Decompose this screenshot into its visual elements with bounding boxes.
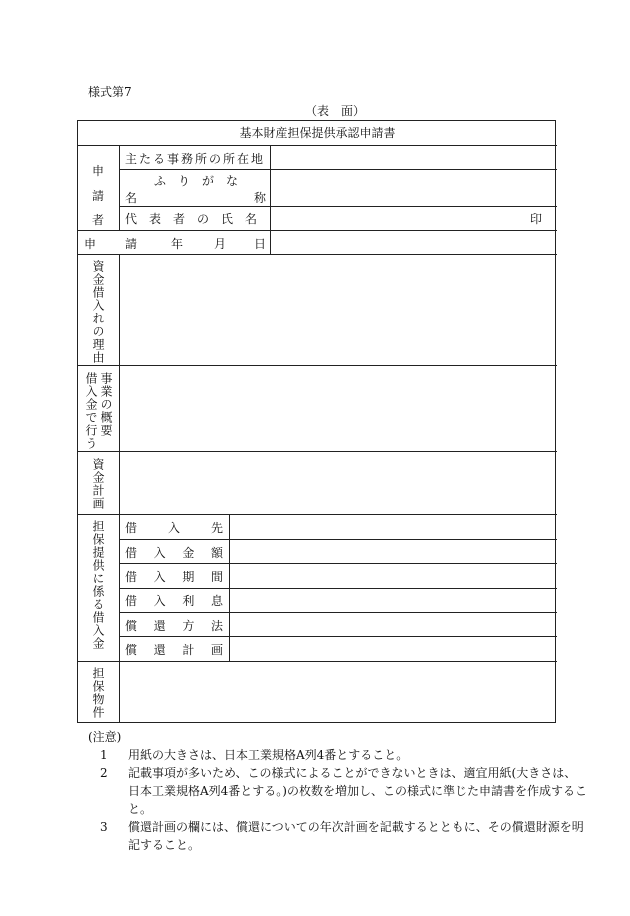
form-title: 基本財産担保提供承認申請書 <box>239 126 396 140</box>
loan-row-amount-char: 額 <box>210 546 223 560</box>
notes-heading: (注意) <box>88 730 122 744</box>
note-number: 3 <box>100 820 108 834</box>
note-number: 2 <box>100 766 108 780</box>
note-text: 記載事項が多いため、この様式によることができないときは、適宜用紙(大きさは、日本工業規格A列4番とする。)の枚数を増加し、この様式に準じた申請書を作成すること。 <box>128 766 587 816</box>
loan-row-period-char: 間 <box>210 570 223 584</box>
repayment-method-field[interactable] <box>230 613 556 635</box>
loan-period-field[interactable] <box>230 564 556 587</box>
collateral-label: 担保物件 <box>91 667 105 719</box>
address-label: 主たる事務所の所在地 <box>125 152 266 166</box>
date-char-sei: 請 <box>125 237 138 251</box>
business-field[interactable] <box>120 366 556 450</box>
loan-row-lender-label <box>125 519 223 536</box>
loan-row-amount-label <box>125 544 223 561</box>
loan-row-amount-char: 金 <box>182 546 195 560</box>
furigana-label: ふ り が な <box>154 174 239 188</box>
loan-amount-field[interactable] <box>230 540 556 562</box>
name-label-right: 称 <box>254 191 267 205</box>
loan-row-repay-method-char: 償 <box>125 619 138 633</box>
loan-row-interest-char: 入 <box>153 594 166 608</box>
loan-row-repay-method-char: 還 <box>153 619 166 633</box>
loan-row-repay-plan-char: 還 <box>153 643 166 657</box>
loan-row-repay-plan-char: 償 <box>125 643 138 657</box>
loan-row-interest-char: 息 <box>210 594 223 608</box>
business-label-col1: 事業の概要 <box>99 372 113 437</box>
date-char-month: 月 <box>214 237 227 251</box>
loan-row-period-label <box>125 568 223 585</box>
loan-row-interest-char: 借 <box>125 594 138 608</box>
loan-row-interest-char: 利 <box>182 594 195 608</box>
seal-mark: 印 <box>530 212 543 226</box>
loan-row-interest-label <box>125 592 223 609</box>
name-field[interactable] <box>271 170 556 205</box>
loan-row-repay-method-char: 法 <box>210 619 223 633</box>
note-item <box>88 818 588 854</box>
loan-row-period-char: 借 <box>125 570 138 584</box>
loan-row-repay-plan-label <box>125 641 223 658</box>
fund-plan-label: 資金計画 <box>91 458 105 510</box>
loan-row-repay-method-char: 方 <box>182 619 195 633</box>
date-char-year: 年 <box>171 237 184 251</box>
representative-label: 代 表 者 の 氏 名 <box>125 212 258 226</box>
form-number: 様式第7 <box>88 85 132 99</box>
repayment-plan-field[interactable] <box>230 637 556 660</box>
reason-label: 資金借入れの理由 <box>91 260 105 364</box>
loan-row-period-char: 期 <box>182 570 195 584</box>
name-label-left: 名 <box>125 191 138 205</box>
loan-row-lender-char: 先 <box>210 521 223 535</box>
application-date-field[interactable] <box>271 231 556 253</box>
loan-row-amount-char: 借 <box>125 546 138 560</box>
notes-section <box>88 728 588 854</box>
divider <box>119 145 120 230</box>
note-item <box>88 746 588 764</box>
collateral-field[interactable] <box>120 662 556 722</box>
note-item <box>88 764 588 818</box>
date-char-shin: 申 <box>84 237 97 251</box>
fund-plan-field[interactable] <box>120 452 556 513</box>
representative-field[interactable] <box>271 207 556 229</box>
loan-label: 担保提供に係る借入金 <box>91 520 105 650</box>
side-label-text: （表 面） <box>304 104 365 118</box>
applicant-label-3: 者 <box>92 213 105 227</box>
loan-row-lender-char: 借 <box>125 521 138 535</box>
loan-row-amount-char: 入 <box>153 546 166 560</box>
application-form <box>77 120 556 723</box>
loan-row-repay-plan-char: 計 <box>182 643 195 657</box>
note-text: 用紙の大きさは、日本工業規格A列4番とすること。 <box>128 748 409 762</box>
loan-row-repay-method-label <box>125 617 223 634</box>
business-label-col2: 借入金で行う <box>84 372 98 450</box>
applicant-label-2: 請 <box>92 189 105 203</box>
date-char-day: 日 <box>254 237 267 251</box>
note-number: 1 <box>100 748 108 762</box>
loan-row-period-char: 入 <box>153 570 166 584</box>
loan-interest-field[interactable] <box>230 589 556 611</box>
lender-field[interactable] <box>230 515 556 538</box>
side-label <box>0 102 630 119</box>
reason-field[interactable] <box>120 255 556 364</box>
loan-row-lender-char: 入 <box>167 521 180 535</box>
address-field[interactable] <box>271 146 556 168</box>
note-text: 償還計画の欄には、償還についての年次計画を記載するとともに、その償還財源を明記すること。 <box>128 820 584 852</box>
loan-row-repay-plan-char: 画 <box>210 643 223 657</box>
applicant-label-1: 申 <box>92 164 105 178</box>
